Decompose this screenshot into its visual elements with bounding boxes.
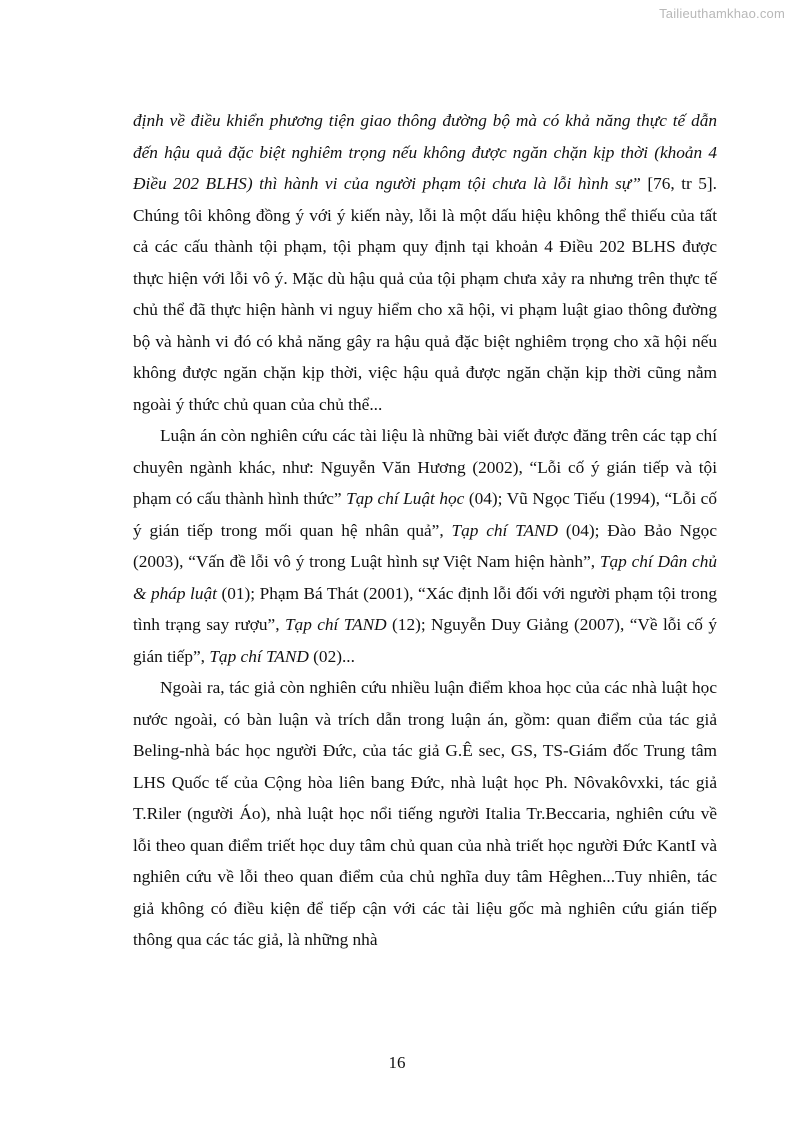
text-italic: Tạp chí Dân chủ & pháp luật — [133, 552, 718, 603]
text-italic: Tạp chí TAND — [209, 646, 309, 666]
text-italic: Tạp chí TAND — [451, 520, 559, 540]
page-number: 16 — [388, 1053, 406, 1072]
text: [76, tr 5]. Chúng tôi không đồng ý với ý kiến này, lỗi là một dấu hiệu không thể thiếu của tất cả các cấu thành tội phạm, tội phạm quy định tại khoản 4 Điều 202 BLHS được thực hiện với lỗi vô ý. Mặc dù hậu quả của tội phạm chưa xảy ra nhưng trên thực tế chủ thể đã thực hiện hành vi nguy hiểm cho xã hội, vi phạm luật giao thông đường bộ và hành vi đó có khả năng gây ra hậu quả đặc biệt nghiêm trọng cho xã hội nếu không được ngăn chặn kịp thời, việc hậu quả được ngăn chặn kịp thời cũng nằm ngoài ý thức chủ quan của chủ thể... — [133, 174, 717, 414]
paragraph-1 — [133, 105, 717, 420]
text-italic: định về điều khiển phương tiện giao thông đường bộ mà có khả năng thực tế dẫn đến hậu quả đặc biệt nghiêm trọng nếu không được ngăn chặn kịp thời (khoản 4 Điều 202 BLHS) thì hành vi của người phạm tội chưa là lỗi hình sự” — [133, 111, 717, 193]
text: (04); Đào Bảo Ngọc (2003), “Vấn đề lỗi vô ý trong Luật hình sự Việt Nam hiện hành”, — [133, 520, 717, 571]
text-italic: Tạp chí Luật học — [346, 489, 465, 508]
paragraph-2 — [133, 420, 717, 672]
text: Luận án còn nghiên cứu các tài liệu là những bài viết được đăng trên các tạp chí chuyên ngành khác, như: Nguyễn Văn Hương (2002), “Lỗi cố ý gián tiếp và tội phạm có cấu thành hình thức” — [133, 426, 717, 508]
watermark: Tailieuthamkhao.com — [659, 6, 785, 21]
text: Ngoài ra, tác giả còn nghiên cứu nhiều luận điểm khoa học của các nhà luật học nước ngoài, có bàn luận và trích dẫn trong luận án, gồm: quan điểm của tác giả Beling-nhà bác học người Đức, của tác giả G.Ê sec, GS, TS-Giám đốc Trung tâm LHS Quốc tế của Cộng hòa liên bang Đức, nhà luật học Ph. Nôvakôvxki, tác giả T.Riler (người Áo), nhà luật học nổi tiếng người Italia Tr.Beccaria, nghiên cứu về lỗi theo quan điểm triết học duy tâm chủ quan của nhà triết học người Đức KantI và nghiên cứu về lỗi theo quan điểm của chủ nghĩa duy tâm Hêghen...Tuy nhiên, tác giả không có điều kiện để tiếp cận với các tài liệu gốc mà nghiên cứu gián tiếp thông qua các tác giả, là những nhà — [133, 678, 717, 949]
document-body — [133, 105, 717, 956]
text: (12); Nguyễn Duy Giảng (2007), “Về lỗi cố ý gián tiếp”, — [133, 615, 717, 666]
text: (04); Vũ Ngọc Tiếu (1994), “Lỗi cố ý gián tiếp trong mối quan hệ nhân quả”, — [133, 489, 717, 540]
paragraph-3 — [133, 672, 717, 956]
text: (01); Phạm Bá Thát (2001), “Xác định lỗi đối với người phạm tội trong tình trạng say rượu”, — [133, 583, 717, 634]
text-italic: Tạp chí TAND — [284, 615, 387, 634]
text: (02)... — [308, 646, 355, 666]
